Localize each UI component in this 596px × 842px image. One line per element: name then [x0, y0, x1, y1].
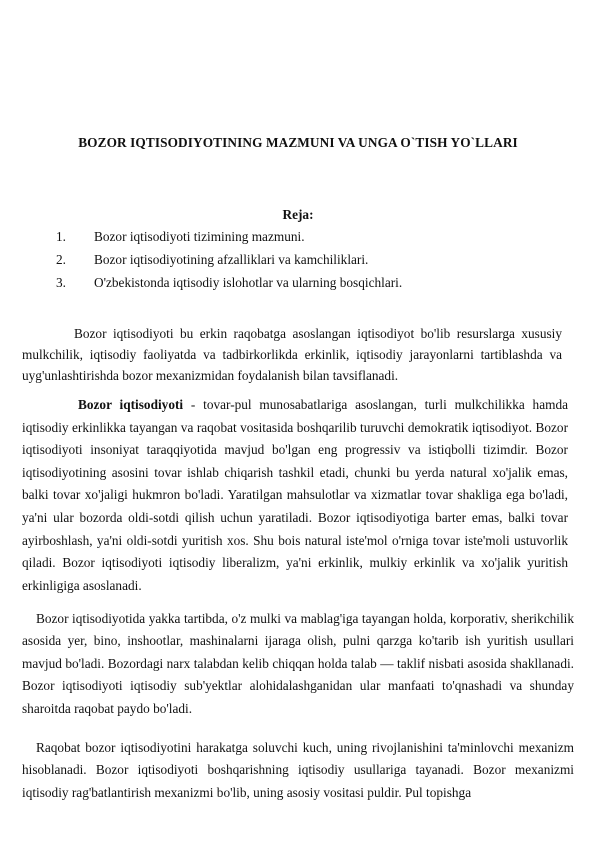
- document-title: BOZOR IQTISODIYOTINING MAZMUNI VA UNGA O`TISH YO`LLARI: [78, 135, 518, 150]
- plan-item-number: 3.: [56, 275, 66, 290]
- body-paragraph-2-text: Bozor iqtisodiyotida yakka tartibda, o'z mulki va mablag'iga tayangan holda, korporativ, sherikchilik asosida yer, bino, inshootlar, mashinalarni ijaraga olish, pulni qarzga ko'tarib ish yuritish usullari mavjud bo'ladi. Bozordagi narx talabdan kelib chiqqan holda talab — taklif nisbati asosida shakllanadi. Bozor iqtisodiyoti iqtisodiy sub'yektlar alohidalashganidan ular manfaati to'qnashadi va shunday sharoitda raqobat paydo bo'ladi.: [22, 611, 574, 716]
- term-bold: Bozor iqtisodiyoti: [78, 397, 184, 412]
- plan-item: [0, 275, 596, 298]
- intro-paragraph-text: Bozor iqtisodiyoti bu erkin raqobatga asoslangan iqtisodiyot bo'lib resurslarga xususiy mulkchilik, iqtisodiy faoliyatda va tadbirkorlikda erkinlik, iqtisodiy jarayonlarni tartiblashda va uyg'unlashtirishda bozor mexanizmidan foydalanish bilan tavsiflanadi.: [22, 326, 562, 383]
- plan-heading: Reja:: [282, 207, 314, 222]
- plan-item-text: Bozor iqtisodiyotining afzalliklari va kamchiliklari.: [94, 252, 369, 267]
- plan-item-text: O'zbekistonda iqtisodiy islohotlar va ularning bosqichlari.: [94, 275, 403, 290]
- plan-item: [0, 229, 596, 252]
- body-paragraph-2: [22, 608, 574, 720]
- plan-item-number: 2.: [56, 252, 66, 267]
- body-paragraph-3: [22, 737, 574, 804]
- body-paragraph-3-text: Raqobat bozor iqtisodiyotini harakatga soluvchi kuch, uning rivojlanishini ta'minlovchi mexanizm hisoblanadi. Bozor iqtisodiyoti boshqarishning iqtisodiy usullariga tayanadi. Bozor mexanizmi iqtisodiy rag'batlantirish mexanizmi bo'lib, uning asosiy vositasi puldir. Pul topishga: [22, 740, 574, 800]
- body-paragraph-1: [22, 394, 568, 597]
- body-paragraph-1-text: - tovar-pul munosabatlariga asoslangan, turli mulkchilikka hamda iqtisodiy erkinlikka tayangan va raqobat vositasida boshqarilib turuvchi demokratik iqtisodiyot. Bozor iqtisodiyoti insoniyat taraqqiyotida mavjud bo'lgan eng progressiv va istiqbolli tizimdir. Bozor iqtisodiyotining asosini tovar ishlab chiqarish tashkil etadi, chunki bu yerda natural xo'jalik emas, balki tovar xo'jaligi hukmron bo'ladi. Yaratilgan mahsulotlar va xizmatlar tovar shakliga ega bo'ladi, ya'ni ular bozorda oldi-sotdi qilish uchun yaratiladi. Bozor iqtisodiyotiga barter emas, balki tovar ayirboshlash, ya'ni oldi-sotdi yuritish xos. Shu bois natural iste'mol o'rniga tovar iste'moli ustuvorlik qiladi. Bozor iqtisodiyoti iqtisodiy liberalizm, ya'ni erkinlik, mulkiy erkinlik va xo'jalik yuritish erkinligiga asoslanadi.: [22, 397, 568, 593]
- intro-paragraph: [22, 323, 562, 386]
- plan-list: [0, 229, 596, 298]
- plan-item-number: 1.: [56, 229, 66, 244]
- plan-item: [0, 252, 596, 275]
- plan-item-text: Bozor iqtisodiyoti tizimining mazmuni.: [94, 229, 305, 244]
